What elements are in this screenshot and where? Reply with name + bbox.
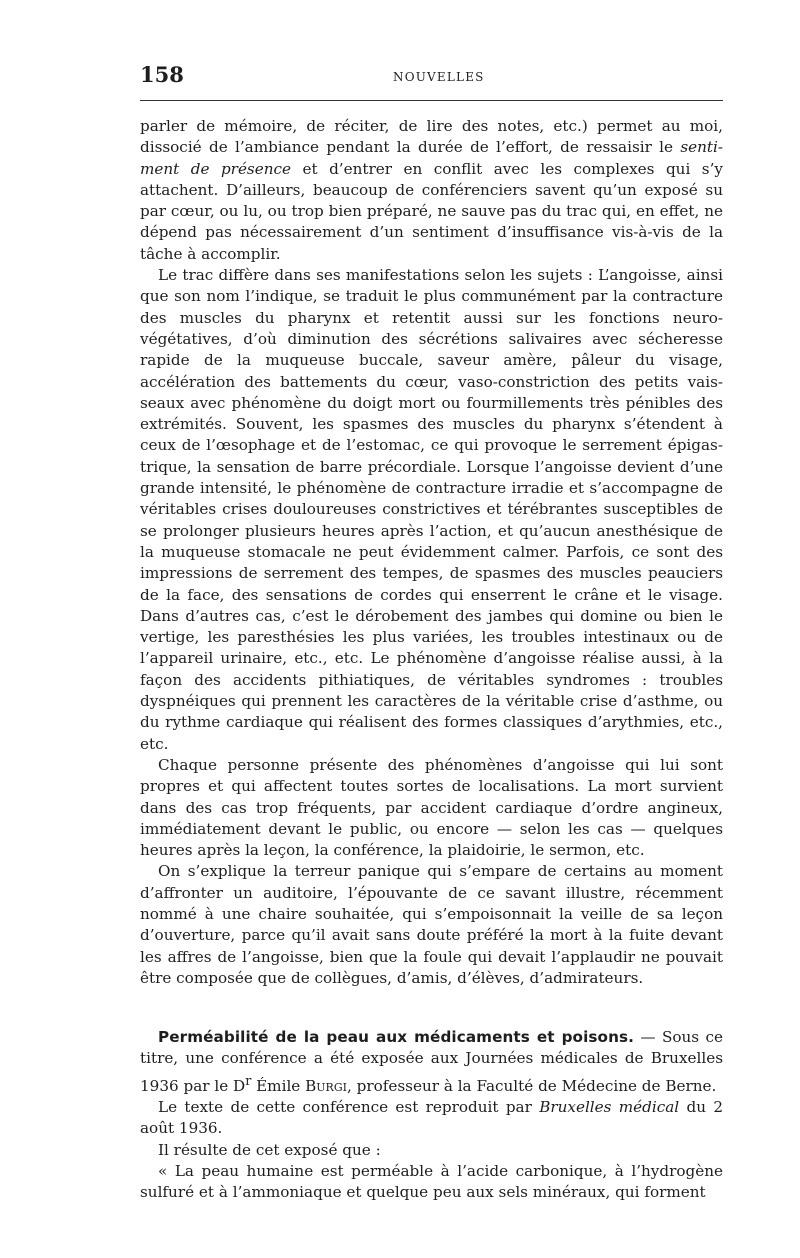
text-run: Chaque personne présente des phénomènes d’angoisse qui lui sont propres et qui affectent toutes sortes de localisations. La mort survient dans des cas trop fréquents, par accident cardiaque d’ordre angineux, immédiatement devant le public, ou encore — selon les cas — quelques heures après la leçon, la conférence, la plaidoirie, le sermon, etc. bbox=[140, 755, 723, 860]
paragraph bbox=[140, 755, 723, 861]
text-run: et d’entrer en conflit avec les complexes qui s’y attachent. D’ailleurs, beaucoup de conférenciers savent qu’un exposé su par cœur, ou lu, ou trop bien préparé, ne sauve pas du trac qui, en effet, ne dépend pas nécessairement d’un sentiment d’insuffisance vis-à-vis de la tâche à accomplir. bbox=[140, 159, 724, 263]
text-run: Émile bbox=[251, 1076, 306, 1095]
page-number: 158 bbox=[140, 62, 184, 87]
body-text bbox=[140, 116, 723, 1204]
superscript: r bbox=[245, 1072, 252, 1088]
text-run: « La peau humaine est perméable à l’acide carbonique, à l’hydrogène sulfuré et à l’ammoniaque et quelque peu aux sels minéraux, qui forment bbox=[140, 1162, 723, 1202]
author-name: Burgi bbox=[305, 1076, 347, 1095]
paragraph bbox=[140, 1161, 723, 1204]
text-run: Le trac diffère dans ses manifestations selon les sujets : L’angoisse, ainsi que son nom l’indique, se traduit le plus communément par la contracture des muscles du pharynx et retentit aussi sur les fonctions neuro-végétatives, d’où diminution des sécrétions salivaires avec sécheresse rapide de la muqueuse buccale, saveur amère, pâleur du visage, accélération des battements du cœur, vaso-constriction des petits vaisseaux avec phénomène du doigt mort ou fourmillements très pénibles des extrémités. Souvent, les spasmes des muscles du pharynx s’étendent à ceux de l’œsophage et de l’estomac, ce qui provoque le serrement épigastrique, la sensation de barre précordiale. Lorsque l’angoisse devient d’une grande intensité, le phénomène de contracture irradie et s’accompagne de véritables crises douloureuses constrictives et térébrantes susceptibles de se prolonger plusieurs heures après l’action, et qu’aucun anesthésique de la muqueuse stomacale ne peut évidemment calmer. Parfois, ce sont des impressions de serrement des tempes, de spasmes des muscles peauciers de la face, des sensations de cordes qui enserrent le crâne et le visage. Dans d’autres cas, c’est le dérobement des jambes qui domine ou bien le vertige, les paresthésies les plus variées, les troubles intestinaux ou de l’appareil urinaire, etc., etc. Le phénomène d’angoisse réalise aussi, à la façon des accidents pithiatiques, de véritables syndromes : troubles dyspnéiques qui prennent les caractères de la véritable crise d’asthme, ou du rythme cardiaque qui réalisent des formes classiques d’arythmies, etc., etc. bbox=[140, 266, 723, 753]
paragraph bbox=[140, 1097, 723, 1140]
italic-text: Bruxelles médical bbox=[539, 1098, 680, 1117]
header-rule bbox=[140, 100, 723, 101]
text-run: — Sous ce titre, une conférence a été exposée aux Journées médicales de Bruxelles 1936 par le D bbox=[140, 1028, 723, 1095]
running-head: NOUVELLES bbox=[393, 70, 485, 84]
text-run: Il résulte de cet exposé que : bbox=[158, 1140, 381, 1159]
section-heading: Perméabilité de la peau aux médicaments et poisons. bbox=[158, 1028, 634, 1047]
text-run: , professeur à la Faculté de Médecine de Berne. bbox=[346, 1076, 717, 1095]
text-run: du 2 août 1936. bbox=[140, 1098, 723, 1138]
paragraph-continued bbox=[140, 116, 723, 265]
italic-text: sentiment de présence bbox=[140, 138, 723, 178]
paragraph bbox=[140, 1140, 723, 1161]
page-header bbox=[140, 60, 723, 96]
section-gap bbox=[140, 989, 723, 1027]
text-run: Le texte de cette conférence est reproduit par bbox=[158, 1098, 540, 1117]
text-run: On s’explique la terreur panique qui s’empare de certains au moment d’affronter un auditoire, l’épouvante de ce savant illustre, récemment nommé à une chaire souhaitée, qui s’empoisonnait la veille de sa leçon d’ouverture, parce qu’il avait sans doute préféré la mort à la fuite devant les affres de l’angoisse, bien que la foule qui devait l’applaudir ne pouvait être composée que de collègues, d’amis, d’élèves, d’admirateurs. bbox=[140, 862, 723, 987]
paragraph bbox=[140, 1027, 723, 1097]
text-run: parler de mémoire, de réciter, de lire des notes, etc.) permet au moi, dissocié de l’ambiance pendant la durée de l’effort, de ressaisir le bbox=[140, 117, 723, 157]
paragraph bbox=[140, 265, 723, 755]
paragraph bbox=[140, 861, 723, 989]
